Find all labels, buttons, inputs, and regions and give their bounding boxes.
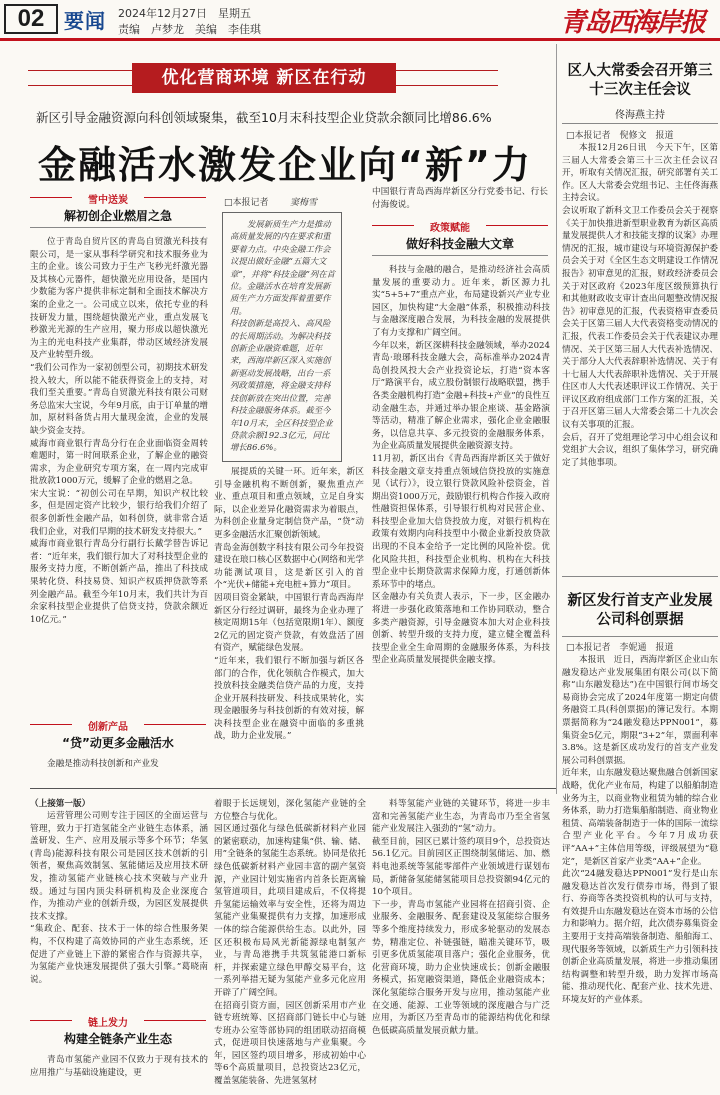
continued-label: （上接第一版） [30, 799, 91, 809]
kicker-3: 政策赋能 [430, 223, 470, 234]
right-subhead-1: 佟海燕主持 [615, 110, 665, 121]
newspaper-logo: 青岛西海岸报 [560, 8, 705, 38]
kicker-2: 创新产品 [88, 722, 128, 733]
rule [30, 227, 206, 228]
page-number: 02 [4, 4, 58, 34]
subhead-3: 做好科技金融大文章 [405, 237, 514, 251]
byline-1: □本报记者 倪修文 报道 [566, 131, 674, 141]
intro-text: 发展新质生产力是推动高质量发展的内在要求和重要着力点。中央金融工作会议提出做好金融“五篇大文章”，并将“科技金融”列在首位。金融活水在培育发展新质生产力方面发挥着重要作用。 科技创新是高投入、高风险的长周期活动。为解决科技创新企业融资难题，近年来，西海岸新区深入实施创新驱动发展战略，出台一系列政策措施，将金融支持科技创新放在突出位置，完善科技金融服务体系。截至今年10月末，全区科技型企业贷款余额192.3亿元，同比增长86.6%。 [230, 219, 335, 453]
rule [562, 123, 718, 124]
rule [372, 255, 548, 256]
article-text-col1b: 金融是推动科技创新和产业发 [47, 759, 159, 769]
column-divider [556, 44, 557, 794]
article-text-col1: 位于青岛自贸片区的青岛自贸激光科技有限公司，是一家从事科学研究和技术服务业为主的企业。该公司致力于生产飞秒光纤激光器及其核心元器件，超快激光应用设备，是国内少数能为客户提供非标定制和全面技术解决方案的企业之一。公司成立以来，依托专业的科技研发力量，围绕超快激光产业，重点发展飞秒激光光源的生产应用，聚力形成以超快激光为主的光电科技产业集群，带动区域经济发展及产业转型升级。 “我们公司作为一家初创型公司，初期技术研发投入较大，所以能不能获得资金上的支持，对我们至关重要。”青岛自贸激光科技有限公司财务总监宋大宝说，今年9月底，由于订单量的增加，原材料备货占用大量现金流，企业的发展缺少资金支持。 威海市商业银行青岛分行在企业面临资金周转难题时，第一时间联系企业，了解企业的融资需求，为企业研究专项方案，在一周内完成审批放款1000万元，缓解了企业的燃眉之急。 宋大宝说：“初创公司在早期，知识产权比较多，但是固定资产比较少，银行给我们介绍了很多创新性金融产品，如科创贷，就非常合适我们企业，对我们早期的技术研发支持很大。” 威海市商业银行青岛分行副行长戴学替告诉记者：“近年来，我们银行加大了对科技型企业的服务支持力度，不断创新产品，推出了科技成果转化贷、科技易贷、知识产权质押贷款等系列金融产品。截至今年10月末，我们共计为百余家科技型企业提供了信贷支持，贷款余额近10亿元。” [30, 237, 208, 625]
article-text-right2: 本报讯 近日，西海岸新区企业山东融发稳达产业发展集团有限公司(以下简称“山东融发稳达”)在中国银行间市场交易商协会完成了2024年度第一期定向债务融资工具(科创票据)的簿记发行。本期票据简称为“24融发稳达PPN001”，募集资金5亿元，期限“3+2”年，票面利率3.8%。这是新区成功发行的首支产业发展公司科创票据。 近年来，山东融发稳达聚焦融合创新国家战略，优化产业布局，构建了以船舶制造业务为主，以商业物业租赁为辅的综合业务体系，助力打造集船舶制造、商业物业租赁、高端装备制造于一体的国际一流综合型产业化平台。今年7月成功获评“AA+”主体信用等级，评级展望为“稳定”，是新区首家产业类“AA+”企业。 此次“24融发稳达PPN001”发行是山东融发稳达首次发行债券市场，得到了银行、券商等各类投资机构的认可与支持，有效提升山东融发稳达在资本市场的公信力和影响力。据介绍，此次债券募集资金主要用于支持高端装备制造、船舶海工、现代服务等领域，以新质生产力引领科技创新企业高质量发展，将进一步推动集团结构调整和转型升级，助力发挥市场高能、推动现代化、配套产业、技术先进、环境友好的产业体系。 [562, 655, 718, 1006]
byline-2: □本报记者 李妮通 报道 [566, 643, 674, 653]
jump-text-col2: 着眼于长远规划，深化氢能产业链的全方位整合与优化。 园区通过强化与绿色低碳新材料产业园的紧密联动，加速构建集“供、输、储、用”全链条的氢能生态系统。协同是依托绿色低碳新材料产业园丰富的副产氢资源，产业园计划实施省内首条长距离输氢管道项目，此项目建成后，不仅将提升氢能运输效率与安全性，还将为周边氢能产业集聚提供有力支撑，加速形成一体的综合能源供给生态。以此外，园区还积极布局风光新能源绿电制氢产业，与青岛港携手共筑氢能港口新标杆，并探索建立绿色甲醇交易平台，这一系列举措无疑为氢能产业多元化应用开辟了广阔空间。 在招商引资方面，园区创新采用市产业链专班统筹、区招商部门链长中心与链专班办公室等部协同的组团联动招商模式，促进项目快速落地与产业集聚。今年，园区签约项目增多，形成初始中心等6个高质量项目，总投资达23亿元，覆盖氢能装备、先进氢氢材 [214, 799, 366, 1087]
kicker-rule-right [144, 1020, 206, 1021]
article-text-right1: 本报12月26日讯 今天下午，区第三届人大常委会第三十三次主任会议召开，听取有关情况汇报，研究部署有关工作。区人大常委会党组书记、主任佟海燕主持会议。 会议听取了新科文卫工作委员会关于视察《关于加快推进新型职业教育为新区高质量发展提供人才和技能支撑的议案》办理情况的汇报，城市建设与环境资源保护委员会关于对《全区生态文明建设工作情况报告》初审意见的汇报，财政经济委员会关于对区政府《2023年度区级预算执行和其他财政收支审计查出问题整改情况报告》初审意见的汇报，代表资格审查委员会关于区第三届人大代表资格变动情况的汇报，代表工作委员会关于代表建议办理情况、关于区第三届人大代表补选情况、关于部分人大代表辞职补选情况、关于有十七届人大代表辞职补选情况、关于开展住区市人大代表述职评议工作情况、关于评议区政府组成部门工作方案的汇报，关于召开区第三届人大常委会第二十九次会议有关事项的汇报。 会后，召开了党组理论学习中心组会议和党组扩大会议，组织了集体学习，研究确定了其他事项。 [562, 143, 718, 468]
right-headline-2: 新区发行首支产业发展公司科创票据 [567, 593, 713, 628]
jump-text-col1b: 青岛市氢能产业园不仅致力于现有技术的应用推广与基础设施建设，更 [30, 1055, 208, 1078]
byline-name: 窦梅雪 [290, 198, 318, 208]
article-text-col3-pre: 中国银行青岛西海岸新区分行党委书记、行长付海俊说。 [372, 187, 548, 210]
header-rule [0, 38, 720, 41]
right-headline-1: 区人大常委会召开第三十三次主任会议 [567, 63, 713, 98]
subhead-2: “贷”动更多金融活水 [62, 736, 174, 750]
kicker-rule-left [30, 1020, 72, 1021]
date-line: 2024年12月27日 星期五 [118, 7, 251, 20]
rule [562, 576, 718, 577]
kicker-rule-right [486, 225, 548, 226]
main-headline: 金融活水激发企业向“新”力 [38, 143, 532, 187]
section-title: 要闻 [64, 9, 106, 33]
kicker-rule-left [30, 197, 72, 198]
byline-label: □本报记者 [224, 198, 269, 208]
subheadline: 新区引导金融资源向科创领域聚集，截至10月末科技型企业贷款余额同比增86.6% [36, 110, 492, 125]
section-rule [30, 788, 556, 789]
rule [562, 636, 718, 637]
topic-banner: 优化营商环境 新区在行动 [132, 63, 396, 93]
jump-text-col3: 料等氢能产业链的关键环节，将进一步丰富和完善氢能产业生态，为青岛市乃至全省氢能产业发展注入强劲的“氢”动力。 截至目前，园区已累计签约项目9个，总投资达56.1亿元。目前园区正围绕制氢储运、加、燃料电池系统等氢能零部件产业领域进行谋划布局，新储备氢能储氢能项目总投资额94亿元的10个项目。 下一步，青岛市氢能产业园将在招商引资、企业服务、金融服务、配套建设及氢能综合服务等多个维度持续发力，形成多轮驱动的发展态势，精准定位、补链强链，瞄准关键环节，吸引更多优质氢能项目落户；强化企业服务，优化营商环境，助力企业快速成长；创新金融服务模式，拓宽融资渠道，降低企业融资成本；深化氢能综合服务开发与应用，推动氢能产业在交通、能源、工业等领域的深度融合与广泛应用，为新区乃至青岛市的能源结构优化和绿色低碳高质量发展贡献力量。 [372, 799, 550, 1036]
kicker-rule-left [372, 225, 414, 226]
kicker-rule-left [30, 724, 72, 725]
kicker-rule-right [144, 197, 206, 198]
editors-line: 责编 卢梦龙 美编 李佳琪 [118, 23, 261, 36]
article-text-col3: 科技与金融的融合，是推动经济社会高质量发展的重要动力。近年来，新区源力扎实“5+5+7”重点产业，布局建设新兴产业专业园区，加快构建“大金融”体系，积极推动科技与金融深度融合发展，为科技金融的发展提供了有力支撑和广阔空间。 今年以来，新区深耕科技金融领域，举办2024青岛·琅琊科技金融大会，高标准举办2024青岛创投风投大会产业投资论坛，打造“资本客厅”路演平台，成立股份制银行战略联盟，携手各类金融机构打造“金融+科技+产业”的良性互动金融生态，并通过举办银企座谈、基金路演等活动，精准了解企业需求，强化企业金融服务，以信息共享、多元投资的金融服务体系，为企业高质量发展提供金融资源支持。 11月初，新区出台《青岛西海岸新区关于做好科技金融文章支持重点领域信贷投放的实施意见（试行）》，设立银行贷款风险补偿资金，首期出资1000万元，鼓励银行机构合作接入政府性融资担保体系，引导银行机构对民营企业、科技型企业加大信贷投放力度，对银行机构在政策有效期内向科技型中小微企业新投放贷款出现的不良本金给予一定比例的风险补偿。优化风险共担，科技型企业机构、机构在大科技型企业中长期贷款需求保障力度，打通创新体系环节中的堵点。 区金融办有关负责人表示，下一步，区金融办将进一步强化政策落地和工作协同联动，整合多类产融资源，引导金融资本加大对企业科技创新、转型升级的支持力度，建立健全覆盖科技型企业全生命周期的金融服务体系，为科技型企业高质量发展提供金融支撑。 [372, 265, 550, 666]
article-text-col2: 展提质的关键一环。近年来，新区引导金融机构不断创新，聚焦重点产业、重点项目和重点领域，立足自身实际，以企业差异化融资需求为着眼点，为科创企业量身定制信贷产品，“贷”动更多金融活水汇聚创新领域。 青岛金海创数字科技有限公司今年投资建设在琅口核心区数据中心(网络和光学功能测试项目，这是新区引入的首个“光伏+储能+充电桩+算力”项目。 因项目资金紧缺，中国银行青岛西海岸新区分行经过调研，最终为企业办理了核定周期15年（包括宽限期1年）、额度2亿元的固定资产贷款，有效盘活了固有资产，赋能绿色发展。 “近年来，我们银行不断加强与新区各部门的合作，优化领航合作模式，加大投放科技金融类信贷产品的力度，支持企业开展科技研发、科技成果转化，实现金融服务与科技创新的有效对接，解决科技型企业在融资中面临的多重挑战，助力企业发展。” [214, 467, 364, 742]
subhead-1: 解初创企业燃眉之急 [63, 209, 172, 223]
kicker-4: 链上发力 [88, 1018, 128, 1029]
subhead-4: 构建全链条产业生态 [63, 1032, 172, 1046]
jump-text-col1: 运营管理公司则专注于园区的全面运营与管理，致力于打造氢能全产业链生态体系，涵盖研发、生产、应用及展示等多个环节；华氢(青岛)能源科技有限公司是园区技术创新的引领者，聚焦高效制氢、氢能储运及应用技术研发，推动氢能产业链核心技术突破与产业升级。通过与国内顶尖科研机构及企业深度合作，为推动产业的创新升级，为园区发展提供技术支撑。 “集政企、配套、技术于一体的综合性服务架构，不仅构建了高效协同的产业生态系统，还促进了产业链上下游的紧密合作与资源共享，为氢能产业快速发展提供了强大引擎。”葛晓南说。 [30, 811, 208, 985]
kicker-rule-right [144, 724, 206, 725]
kicker-1: 雪中送炭 [88, 195, 128, 206]
